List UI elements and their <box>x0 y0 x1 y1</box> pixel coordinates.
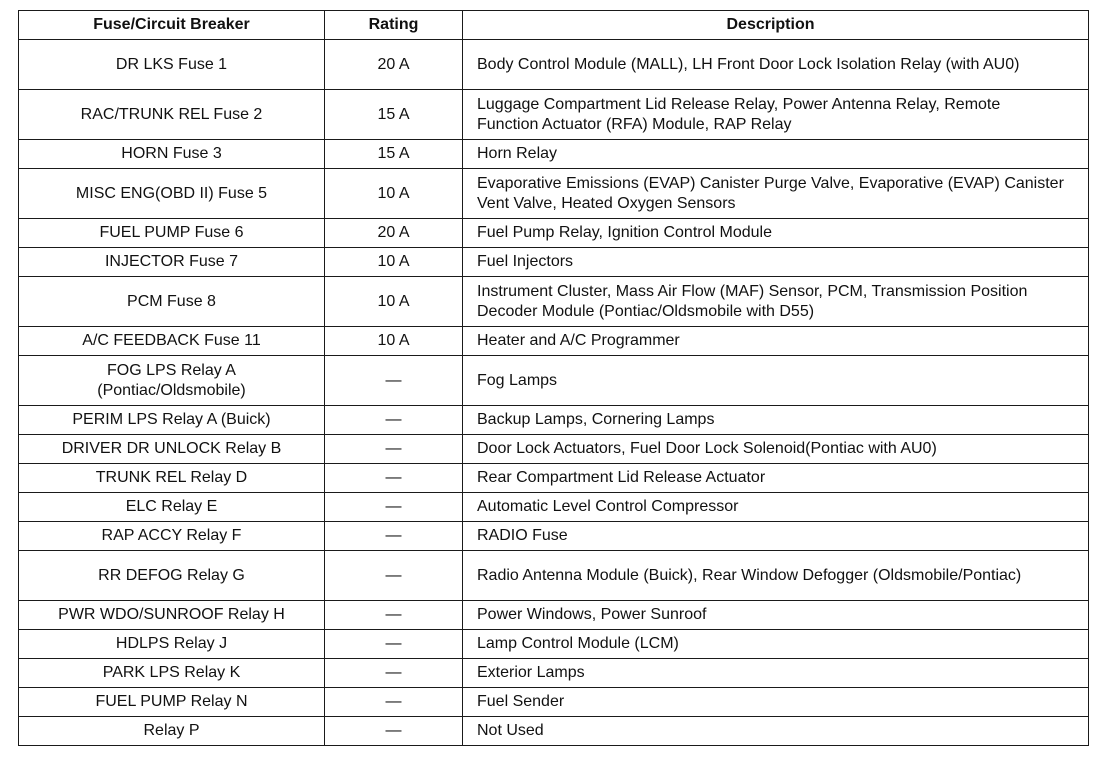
rating-cell: — <box>325 522 463 551</box>
description-cell: Fuel Sender <box>463 688 1089 717</box>
description-cell: Not Used <box>463 717 1089 746</box>
rating-cell: 10 A <box>325 169 463 219</box>
fuse-cell: PWR WDO/SUNROOF Relay H <box>19 601 325 630</box>
table-header <box>19 11 1089 40</box>
table-row <box>19 327 1089 356</box>
fuse-cell: FUEL PUMP Relay N <box>19 688 325 717</box>
fuse-table <box>18 10 1089 746</box>
rating-cell: 20 A <box>325 219 463 248</box>
description-cell: Lamp Control Module (LCM) <box>463 630 1089 659</box>
rating-cell: — <box>325 630 463 659</box>
description-cell: Evaporative Emissions (EVAP) Canister Purge Valve, Evaporative (EVAP) Canister Vent Valve, Heated Oxygen Sensors <box>463 169 1089 219</box>
description-cell: Rear Compartment Lid Release Actuator <box>463 464 1089 493</box>
header-row <box>19 11 1089 40</box>
fuse-cell: PERIM LPS Relay A (Buick) <box>19 406 325 435</box>
table-row <box>19 356 1089 406</box>
table-row <box>19 406 1089 435</box>
fuse-cell: FOG LPS Relay A (Pontiac/Oldsmobile) <box>19 356 325 406</box>
fuse-cell: PCM Fuse 8 <box>19 277 325 327</box>
description-cell: Radio Antenna Module (Buick), Rear Window Defogger (Oldsmobile/Pontiac) <box>463 551 1089 601</box>
fuse-cell: INJECTOR Fuse 7 <box>19 248 325 277</box>
fuse-cell: MISC ENG(OBD II) Fuse 5 <box>19 169 325 219</box>
rating-cell: — <box>325 356 463 406</box>
table-row <box>19 140 1089 169</box>
fuse-cell: RAP ACCY Relay F <box>19 522 325 551</box>
description-cell: Luggage Compartment Lid Release Relay, Power Antenna Relay, Remote Function Actuator (RFA) Module, RAP Relay <box>463 90 1089 140</box>
rating-cell: — <box>325 493 463 522</box>
rating-cell: — <box>325 435 463 464</box>
header-description: Description <box>463 11 1089 40</box>
table-row <box>19 717 1089 746</box>
fuse-cell: FUEL PUMP Fuse 6 <box>19 219 325 248</box>
description-cell: Body Control Module (MALL), LH Front Door Lock Isolation Relay (with AU0) <box>463 40 1089 90</box>
description-cell: Fog Lamps <box>463 356 1089 406</box>
fuse-cell: HORN Fuse 3 <box>19 140 325 169</box>
rating-cell: — <box>325 464 463 493</box>
rating-cell: 15 A <box>325 140 463 169</box>
fuse-cell: RR DEFOG Relay G <box>19 551 325 601</box>
rating-cell: 20 A <box>325 40 463 90</box>
rating-cell: — <box>325 551 463 601</box>
description-cell: Automatic Level Control Compressor <box>463 493 1089 522</box>
fuse-cell: HDLPS Relay J <box>19 630 325 659</box>
table-row <box>19 248 1089 277</box>
table-row <box>19 90 1089 140</box>
table-row <box>19 522 1089 551</box>
fuse-cell: DR LKS Fuse 1 <box>19 40 325 90</box>
header-rating: Rating <box>325 11 463 40</box>
table-row <box>19 277 1089 327</box>
fuse-cell: TRUNK REL Relay D <box>19 464 325 493</box>
description-cell: Heater and A/C Programmer <box>463 327 1089 356</box>
fuse-cell: PARK LPS Relay K <box>19 659 325 688</box>
table-row <box>19 435 1089 464</box>
description-cell: Instrument Cluster, Mass Air Flow (MAF) Sensor, PCM, Transmission Position Decoder Module (Pontiac/Oldsmobile with D55) <box>463 277 1089 327</box>
fuse-cell: ELC Relay E <box>19 493 325 522</box>
table-row <box>19 630 1089 659</box>
fuse-cell: DRIVER DR UNLOCK Relay B <box>19 435 325 464</box>
table-row <box>19 493 1089 522</box>
description-cell: Horn Relay <box>463 140 1089 169</box>
table-row <box>19 40 1089 90</box>
description-cell: Fuel Pump Relay, Ignition Control Module <box>463 219 1089 248</box>
fuse-cell: Relay P <box>19 717 325 746</box>
table-row <box>19 659 1089 688</box>
rating-cell: — <box>325 688 463 717</box>
table-row <box>19 169 1089 219</box>
fuse-cell: A/C FEEDBACK Fuse 11 <box>19 327 325 356</box>
description-cell: Power Windows, Power Sunroof <box>463 601 1089 630</box>
rating-cell: — <box>325 717 463 746</box>
table-row <box>19 551 1089 601</box>
description-cell: Backup Lamps, Cornering Lamps <box>463 406 1089 435</box>
rating-cell: 10 A <box>325 248 463 277</box>
table-row <box>19 688 1089 717</box>
description-cell: RADIO Fuse <box>463 522 1089 551</box>
table-body <box>19 40 1089 746</box>
fuse-cell: RAC/TRUNK REL Fuse 2 <box>19 90 325 140</box>
rating-cell: 10 A <box>325 327 463 356</box>
rating-cell: — <box>325 601 463 630</box>
table-row <box>19 601 1089 630</box>
table-row <box>19 464 1089 493</box>
header-fuse: Fuse/Circuit Breaker <box>19 11 325 40</box>
rating-cell: 10 A <box>325 277 463 327</box>
table-row <box>19 219 1089 248</box>
description-cell: Exterior Lamps <box>463 659 1089 688</box>
rating-cell: — <box>325 406 463 435</box>
rating-cell: — <box>325 659 463 688</box>
description-cell: Fuel Injectors <box>463 248 1089 277</box>
description-cell: Door Lock Actuators, Fuel Door Lock Solenoid(Pontiac with AU0) <box>463 435 1089 464</box>
rating-cell: 15 A <box>325 90 463 140</box>
